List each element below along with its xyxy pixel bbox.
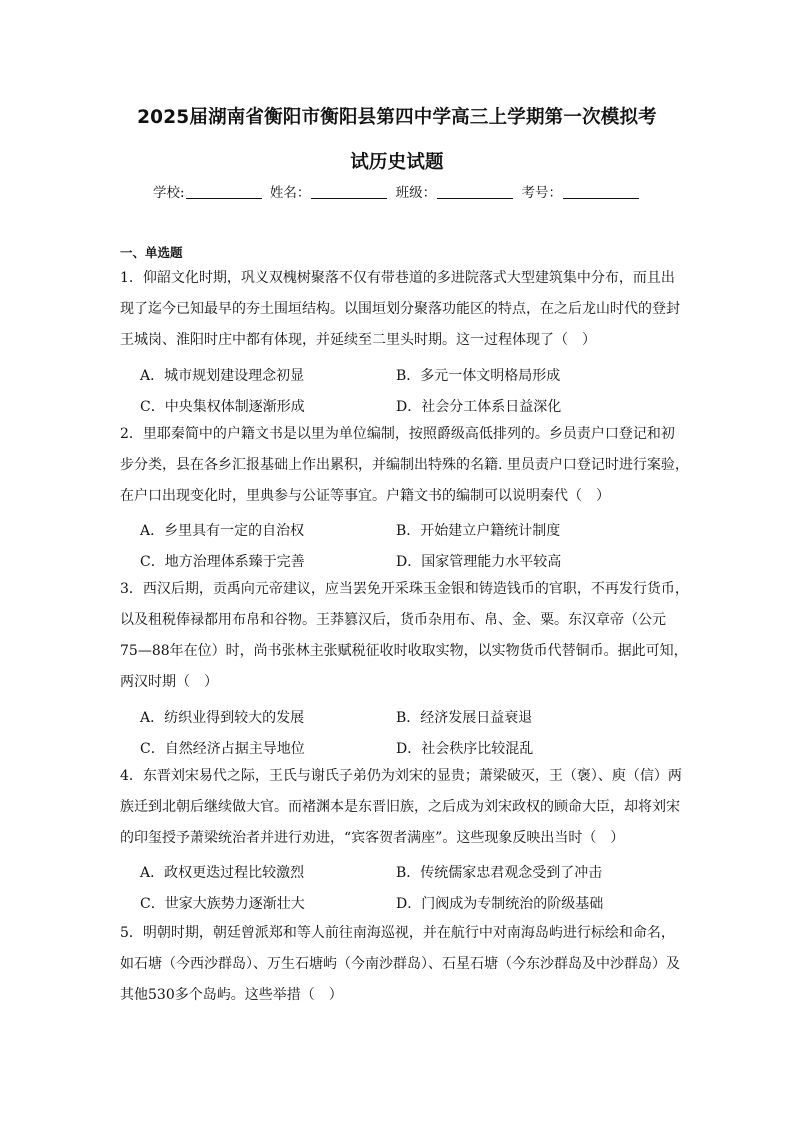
question-text-line: 2．里耶秦简中的户籍文书是以里为单位编制，按照爵级高低排列的。乡员责户口登记和初 bbox=[120, 426, 675, 442]
option-b[interactable]: B．多元一体文明格局形成 bbox=[396, 368, 561, 384]
number-label: 考号： bbox=[521, 185, 562, 201]
question-1 bbox=[120, 263, 680, 356]
question-text-line: 75—88年在位）时，尚书张林主张赋税征收时收取实物，以实物货币代替铜币。据此可知， bbox=[120, 643, 688, 659]
option-c[interactable]: C．自然经济占据主导地位 bbox=[140, 741, 305, 757]
question-text-line: 如石塘（今西沙群岛）、万生石塘屿（今南沙群岛）、石星石塘（今东沙群岛及中沙群岛）及 bbox=[120, 956, 680, 972]
option-a[interactable]: A．乡里具有一定的自治权 bbox=[140, 523, 305, 539]
class-blank[interactable] bbox=[437, 185, 513, 199]
question-text-line: 族迁到北朝后继续做大官。而褚渊本是东晋旧族，之后成为刘宋政权的顾命大臣，却将刘宋 bbox=[120, 799, 680, 815]
option-b[interactable]: B．传统儒家忠君观念受到了冲击 bbox=[396, 865, 603, 881]
option-d[interactable]: D．社会秩序比较混乱 bbox=[396, 741, 534, 757]
question-text-line: 在户口出现变化时，里典参与公证等事宜。户籍文书的编制可以说明秦代（ ） bbox=[120, 488, 610, 504]
exam-title-line-1: 2025届湖南省衡阳市衡阳县第四中学高三上学期第一次模拟考 bbox=[137, 107, 657, 128]
question-3 bbox=[120, 574, 689, 698]
question-text-line: 两汉时期（ ） bbox=[120, 674, 218, 690]
option-c[interactable]: C．地方治理体系臻于完善 bbox=[140, 554, 305, 570]
student-info-row bbox=[0, 181, 794, 201]
option-d[interactable]: D．门阀成为专制统治的阶级基础 bbox=[396, 896, 604, 912]
question-text-line: 3．西汉后期，贡禹向元帝建议，应当罢免开采珠玉金银和铸造钱币的官职，不再发行货币， bbox=[120, 581, 689, 597]
name-label: 姓名： bbox=[269, 185, 311, 201]
option-b[interactable]: B．经济发展日益衰退 bbox=[396, 710, 533, 726]
question-text-line: 其他530多个岛屿。这些举措（ ） bbox=[120, 987, 343, 1003]
exam-title-line-2: 试历史试题 bbox=[350, 152, 444, 173]
question-text-line: 以及租税俸禄都用布帛和谷物。王莽篡汉后，货币杂用布、帛、金、粟。东汉章帝（公元 bbox=[120, 612, 666, 628]
option-c[interactable]: C．中央集权体制逐渐形成 bbox=[140, 399, 305, 415]
school-blank[interactable] bbox=[186, 185, 262, 199]
question-text-line: 王城岗、淮阳时庄中都有体现，并延续至二里头时期。这一过程体现了（ ） bbox=[120, 332, 596, 348]
option-c[interactable]: C．世家大族势力逐渐壮大 bbox=[140, 896, 305, 912]
question-text-line: 1．仰韶文化时期，巩义双槐树聚落不仅有带巷道的多进院落式大型建筑集中分布，而且出 bbox=[120, 270, 675, 286]
option-b[interactable]: B．开始建立户籍统计制度 bbox=[396, 523, 561, 539]
question-text-line: 的印玺授予萧梁统治者并进行劝进，“宾客贺者满座”。这些现象反映出当时（ ） bbox=[120, 830, 625, 846]
option-d[interactable]: D．国家管理能力水平较高 bbox=[396, 554, 562, 570]
question-text-line: 步分类，县在各乡汇报基础上作出累积，并编制出特殊的名籍. 里员责户口登记时进行案验， bbox=[120, 457, 689, 473]
question-text-line: 现了迄今已知最早的夯土围垣结构。以围垣划分聚落功能区的特点，在之后龙山时代的登封 bbox=[120, 301, 680, 317]
option-a[interactable]: A．城市规划建设理念初显 bbox=[140, 368, 305, 384]
question-text-line: 5．明朝时期，朝廷曾派郑和等人前往南海巡视，并在航行中对南海岛屿进行标绘和命名， bbox=[120, 925, 675, 941]
class-label: 班级： bbox=[395, 185, 437, 201]
name-blank[interactable] bbox=[311, 185, 387, 199]
section-title: 一、单选题 bbox=[120, 245, 183, 260]
question-2 bbox=[120, 419, 689, 512]
question-4 bbox=[120, 761, 680, 854]
number-blank[interactable] bbox=[563, 185, 639, 199]
question-5 bbox=[120, 918, 680, 1011]
school-label: 学校: bbox=[153, 185, 185, 201]
question-text-line: 4．东晋刘宋易代之际，王氏与谢氏子弟仍为刘宋的显贵；萧梁破灭，王（褒）、庾（信）两 bbox=[120, 768, 682, 784]
option-a[interactable]: A．政权更迭过程比较激烈 bbox=[140, 865, 305, 881]
option-a[interactable]: A．纺织业得到较大的发展 bbox=[140, 710, 305, 726]
option-d[interactable]: D．社会分工体系日益深化 bbox=[396, 399, 562, 415]
